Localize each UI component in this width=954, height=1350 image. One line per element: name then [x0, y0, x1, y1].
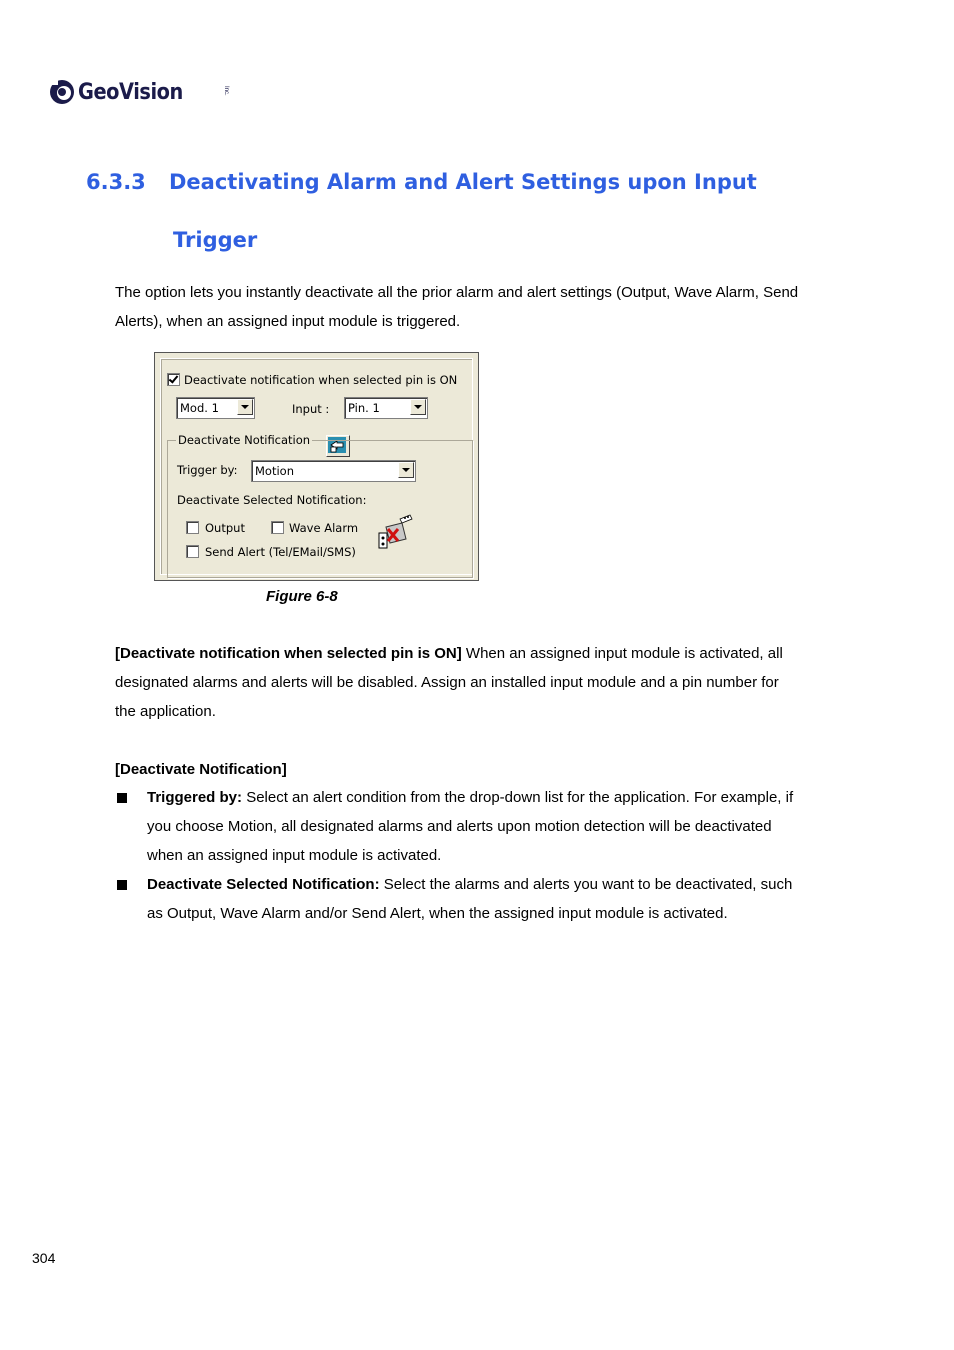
- paragraph-text: as Output, Wave Alarm and/or Send Alert, when the assigned input module is activated.: [147, 905, 728, 922]
- module-select-value: Mod. 1: [180, 401, 219, 415]
- deactivate-notification-group: [167, 433, 473, 578]
- paragraph-text: Select an alert condition from the drop-down list for the application. For example, if: [242, 789, 794, 806]
- intro-line: The option lets you instantly deactivate all the prior alarm and alert settings (Output, Wave Alarm, Send: [115, 284, 799, 301]
- paragraph-text: you choose Motion, all designated alarms and alerts upon motion detection will be deactivated: [147, 818, 772, 835]
- paragraph-text: When an assigned input module is activated, all: [461, 645, 783, 662]
- triggered-by-item: [147, 783, 847, 870]
- send-alert-label: Send Alert (Tel/EMail/SMS): [205, 545, 356, 559]
- paragraph-text: designated alarms and alerts will be disabled. Assign an installed input module and a pin number for: [115, 674, 779, 691]
- deactivate-selected-term: Deactivate Selected Notification:: [147, 876, 380, 893]
- paragraph-text: the application.: [115, 703, 216, 720]
- pin-select[interactable]: [344, 397, 428, 419]
- wave-alarm-checkbox[interactable]: [271, 521, 284, 534]
- pin-on-term: [Deactivate notification when selected pin is ON]: [115, 645, 462, 662]
- group-legend: Deactivate Notification: [178, 433, 311, 447]
- wave-alarm-label: Wave Alarm: [289, 521, 359, 535]
- deactivate-selected-item: [147, 870, 847, 928]
- deactivate-notification-label: Deactivate notification when selected pin is ON: [184, 373, 458, 387]
- logo-wordmark: GeoVision: [78, 80, 183, 105]
- chevron-down-icon[interactable]: [237, 399, 253, 415]
- pin-select-value: Pin. 1: [348, 401, 380, 415]
- chevron-down-icon[interactable]: [410, 399, 426, 415]
- section-number: 6.3.3: [86, 170, 146, 194]
- output-checkbox[interactable]: [186, 521, 199, 534]
- figure-caption: Figure 6-8: [266, 588, 338, 605]
- deactivate-notification-dialog: [154, 352, 479, 581]
- deactivate-selected-label: Deactivate Selected Notification:: [177, 493, 367, 507]
- intro-line: Alerts), when an assigned input module is triggered.: [115, 313, 461, 330]
- alarm-disabled-icon: [376, 513, 414, 553]
- deactivate-notification-checkbox[interactable]: [167, 373, 180, 386]
- bullet-square-icon: [117, 880, 127, 890]
- chevron-down-icon[interactable]: [398, 462, 414, 478]
- pin-on-paragraph: [115, 639, 845, 726]
- section-title-line1: Deactivating Alarm and Alert Settings upon Input: [169, 170, 757, 194]
- trigger-by-select[interactable]: [251, 460, 416, 482]
- bullet-square-icon: [117, 793, 127, 803]
- logo-mark-icon: [47, 76, 75, 106]
- input-label: Input :: [292, 402, 330, 416]
- send-alert-checkbox[interactable]: [186, 545, 199, 558]
- logo-inc: Inc.: [223, 86, 229, 96]
- triggered-by-term: Triggered by:: [147, 789, 243, 806]
- output-label: Output: [205, 521, 245, 535]
- deactivate-notification-title: [Deactivate Notification]: [115, 761, 287, 778]
- module-select[interactable]: [176, 397, 255, 419]
- geovision-logo: [47, 74, 229, 108]
- paragraph-text: when an assigned input module is activated.: [147, 847, 442, 864]
- paragraph-text: Select the alarms and alerts you want to be deactivated, such: [379, 876, 793, 893]
- section-title-line2: Trigger: [173, 228, 258, 252]
- intro-paragraph: [115, 278, 845, 336]
- trigger-by-label: Trigger by:: [177, 463, 238, 477]
- trigger-by-value: Motion: [255, 464, 294, 478]
- page-number: 304: [32, 1250, 56, 1266]
- dialog-panel: [160, 358, 473, 575]
